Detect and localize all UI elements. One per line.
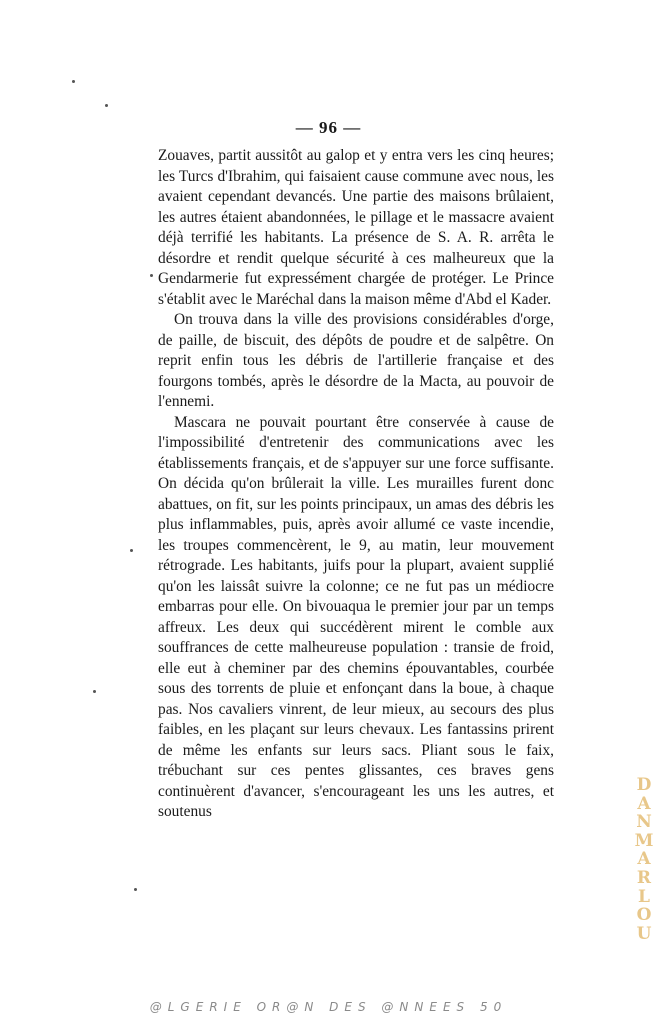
watermark-letter: M [634,830,654,851]
scan-speck [105,104,108,107]
paragraph-2: On trouva dans la ville des provisions considérables d'orge, de paille, de biscuit, des dépôts de poudre et de salpêtre. On reprit enfin tous les débris de l'artillerie française et des fourgons tombés, après le désordre de la Macta, au pouvoir de l'ennemi. [158,311,554,410]
page-number: — 96 — [295,118,362,137]
scan-speck [134,888,137,891]
scan-speck [130,549,133,552]
watermark-letter: L [638,886,650,907]
watermark-letter: A [637,793,651,814]
scan-speck [72,80,75,83]
scan-speck [93,690,96,693]
paragraph-3: Mascara ne pouvait pourtant être conservée à cause de l'impossibilité d'entretenir des communications avec les établissements français, et de s'appuyer sur une force suffisante. On décida qu'on brûlerait la ville. Les murailles furent donc abattues, on fit, sur les points principaux, un amas des débris les plus inflammables, puis, après avoir allumé ce vaste incendie, les troupes commencèrent, le 9, au matin, leur mouvement rétrograde. Les habitants, juifs pour la plupart, avaient supplié qu'on les laissât suivre la colonne; ce ne fut pas un médiocre embarras pour elle. On bivouaqua le premier jour par un temps affreux. Les deux qui succédèrent mirent le comble aux souffrances de cette malheureuse population : transie de froid, elle eut à cheminer par des chemins épouvantables, courbée sous des torrents de pluie et enfonçant dans la boue, à chaque pas. Nos cavaliers vinrent, de leur mieux, au secours des plus faibles, en les plaçant sur leurs chevaux. Les fantassins prirent de même les enfants sur leurs sacs. Pliant sous le faix, trébuchant sur ces pentes glissantes, ces braves gens continuèrent d'avancer, s'encourageant les uns les autres, et soutenus [158,413,554,820]
watermark-letter: U [636,923,652,944]
scan-speck [150,274,153,277]
paragraph-1: Zouaves, partit aussitôt au galop et y entra vers les cinq heures; les Turcs d'Ibrahim, qui faisaient cause commune avec nous, les avaient cependant devancés. Une partie des maisons brûlaient, les autres étaient abandonnées, le pillage et le massacre avaient déjà terrifié les habitants. La présence de S. A. R. arrêta le désordre et rendit quelque sécurité à ces malheureux que la Gendarmerie fut expressément chargée de protéger. Le Prince s'établit avec le Maréchal dans la maison même d'Abd el Kader. [158,147,554,308]
watermark-letter: R [636,867,652,888]
watermark-letter: O [636,905,652,926]
body-text [158,146,554,823]
watermark-letter: D [636,775,652,795]
watermark-letter: N [636,812,652,833]
footer-watermark: @LGERIE OR@N DES @NNEES 50 [149,1000,508,1014]
watermark-letter: A [637,849,651,870]
vertical-watermark [634,776,654,943]
